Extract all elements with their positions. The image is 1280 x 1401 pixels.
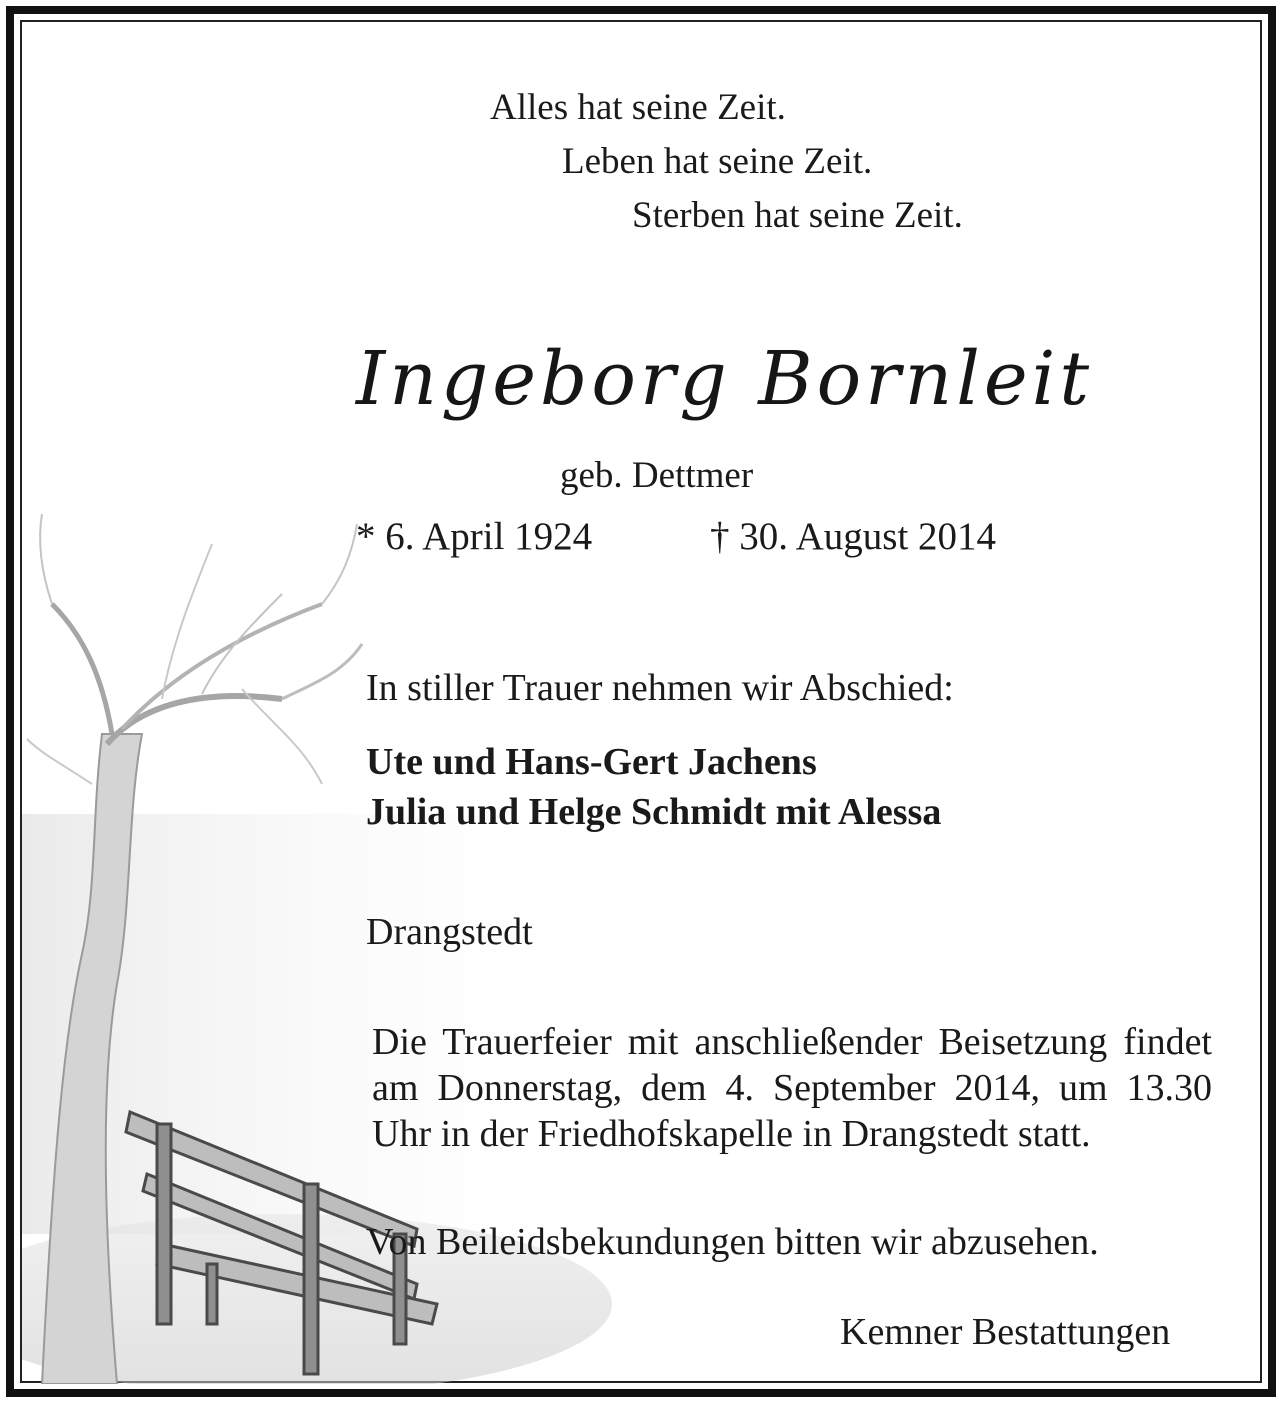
place: Drangstedt	[366, 911, 533, 953]
mourner-1: Ute und Hans-Gert Jachens	[366, 741, 817, 783]
deceased-name: Ingeborg Bornleit	[356, 336, 1094, 422]
obituary-notice	[6, 6, 1276, 1397]
mourner-2: Julia und Helge Schmidt mit Alessa	[366, 791, 942, 833]
motto-line-3: Sterben hat seine Zeit.	[632, 195, 963, 236]
funeral-info: Die Trauerfeier mit anschließender Beisetzung findet am Donnerstag, dem 4. September 2014, um 13.30 Uhr in der Friedhofskapelle in Drangstedt statt.	[372, 1021, 1212, 1155]
condolence-note: Von Beileidsbekundungen bitten wir abzusehen.	[366, 1221, 1099, 1263]
birth-date: * 6. April 1924	[356, 515, 593, 558]
farewell-intro: In stiller Trauer nehmen wir Abschied:	[366, 667, 954, 709]
motto-line-2: Leben hat seine Zeit.	[562, 141, 873, 182]
maiden-name: geb. Dettmer	[560, 455, 754, 496]
undertaker: Kemner Bestattungen	[840, 1311, 1171, 1353]
death-date: † 30. August 2014	[710, 515, 997, 558]
motto-line-1: Alles hat seine Zeit.	[490, 87, 786, 128]
